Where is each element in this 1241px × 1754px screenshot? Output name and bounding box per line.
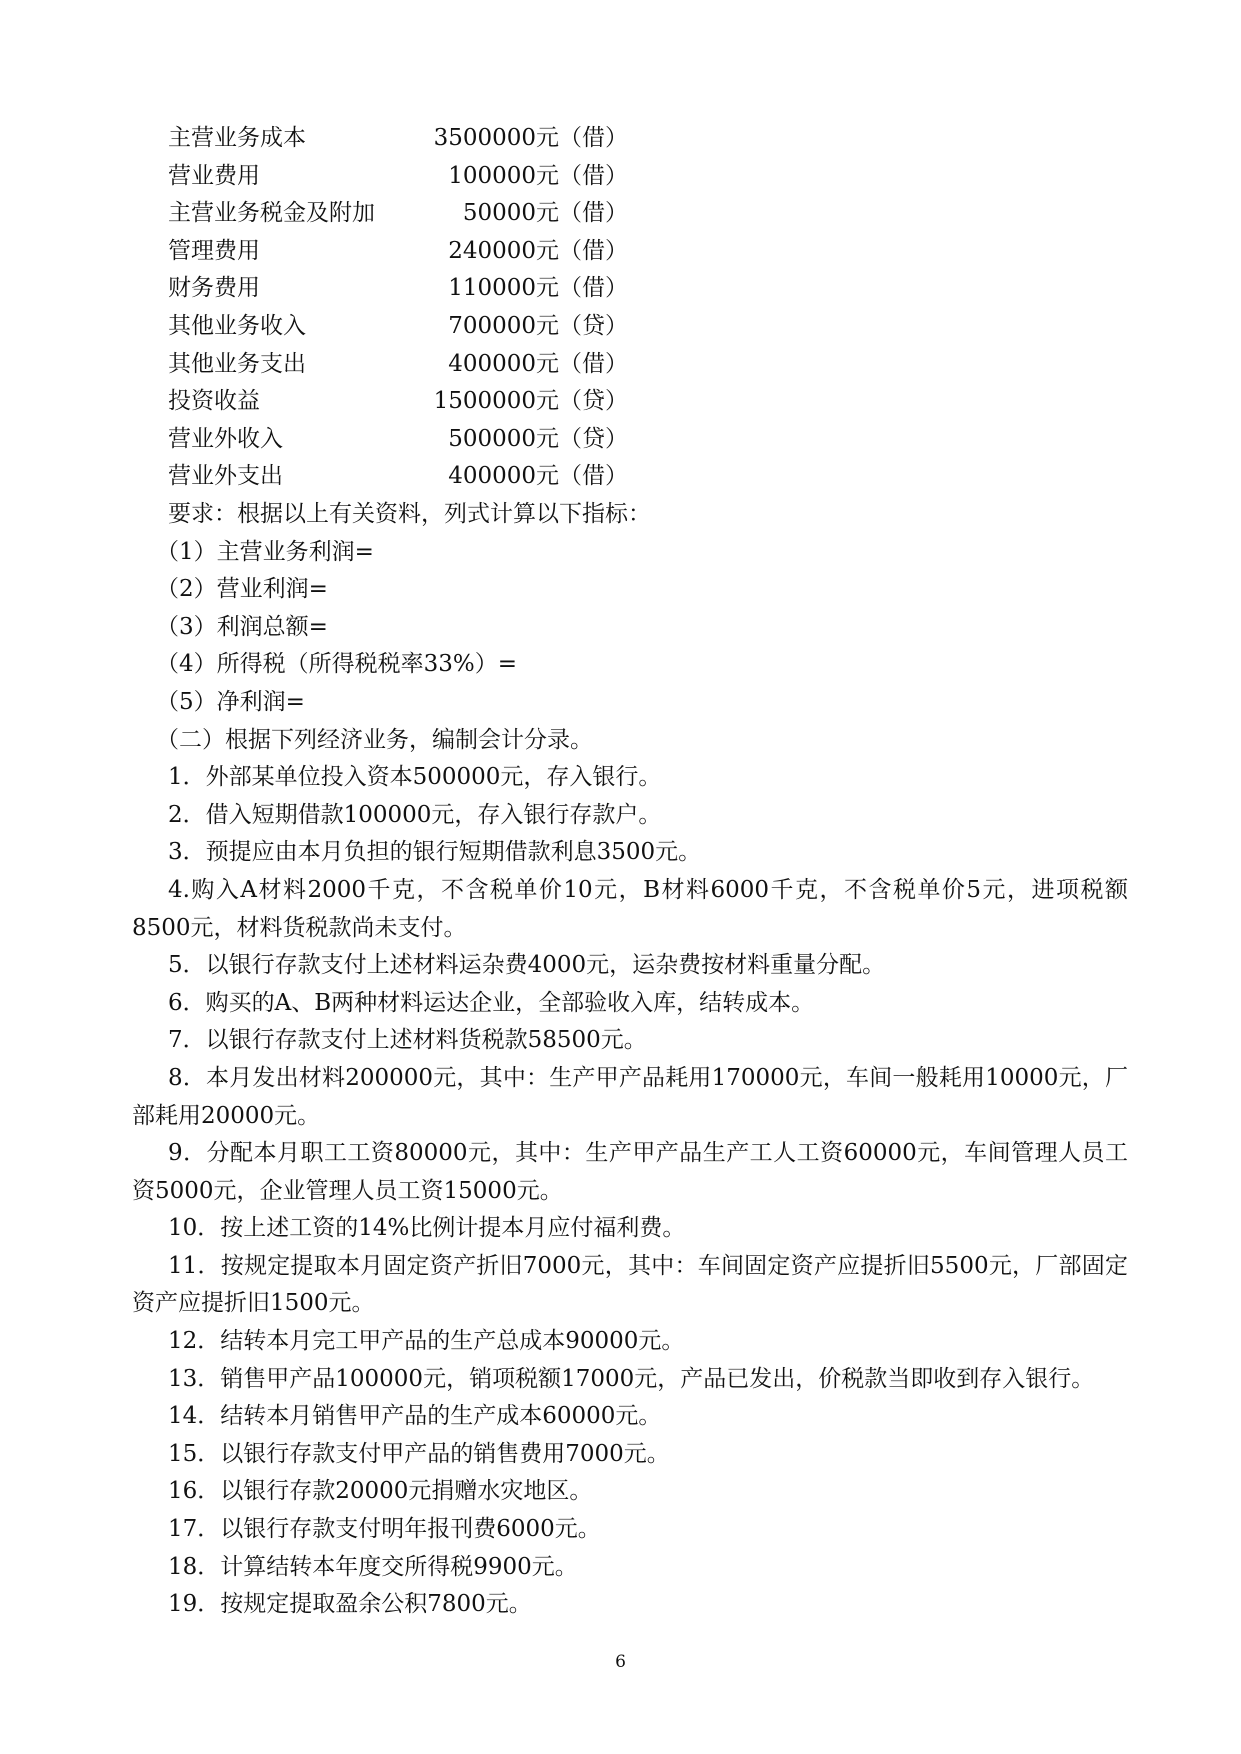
- transaction-item: 12．结转本月完工甲产品的生产总成本90000元。: [168, 1328, 685, 1355]
- account-name: 投资收益: [168, 388, 260, 415]
- question-item: （5）净利润=: [156, 688, 305, 715]
- account-row: [168, 120, 648, 158]
- account-value: 240000元（借）: [448, 237, 628, 264]
- transaction-item: 13．销售甲产品100000元，销项税额17000元，产品已发出，价税款当即收到存入银行。: [168, 1365, 1095, 1392]
- transaction-item: 8．本月发出材料200000元，其中：生产甲产品耗用170000元，车间一般耗用10000元，厂部耗用20000元。: [132, 1064, 1128, 1129]
- transaction-item: 10．按上述工资的14%比例计提本月应付福利费。: [168, 1215, 686, 1242]
- question-item: （2）营业利润=: [156, 576, 328, 603]
- account-row: [168, 270, 648, 308]
- account-value: 400000元（借）: [448, 463, 628, 490]
- transaction-item: 3．预提应由本月负担的银行短期借款利息3500元。: [168, 839, 702, 866]
- account-value: 700000元（贷）: [448, 312, 628, 339]
- account-name: 主营业务税金及附加: [168, 200, 375, 227]
- transaction-item: 4.购入A材料2000千克，不含税单价10元，B材料6000千克，不含税单价5元，进项税额8500元，材料货税款尚未支付。: [132, 876, 1128, 941]
- requirement-text: 要求：根据以上有关资料，列式计算以下指标：: [168, 501, 651, 527]
- account-row: [168, 158, 648, 196]
- transaction-item: 19．按规定提取盈余公积7800元。: [168, 1591, 532, 1618]
- question-item: （1）主营业务利润=: [156, 538, 374, 565]
- question-item: （4）所得税（所得税税率33%）=: [156, 651, 518, 678]
- exercise-body: [132, 496, 1128, 1624]
- account-name: 主营业务成本: [168, 125, 306, 151]
- transaction-item: 6．购买的A、B两种材料运达企业，全部验收入库，结转成本。: [168, 989, 815, 1016]
- account-row: [168, 346, 648, 384]
- transaction-item: 15．以银行存款支付甲产品的销售费用7000元。: [168, 1440, 670, 1467]
- account-value: 100000元（借）: [448, 162, 628, 189]
- account-value: 110000元（借）: [448, 275, 628, 302]
- account-name: 营业费用: [168, 162, 260, 189]
- question-item: （3）利润总额=: [156, 613, 328, 640]
- transaction-item: 16．以银行存款20000元捐赠水灾地区。: [168, 1478, 593, 1505]
- account-value: 400000元（借）: [448, 350, 628, 377]
- account-row: [168, 308, 648, 346]
- account-name: 财务费用: [168, 275, 260, 302]
- account-row: [168, 421, 648, 459]
- transaction-item: 18．计算结转本年度交所得税9900元。: [168, 1553, 578, 1580]
- account-balance-list: [168, 120, 648, 496]
- transaction-item: 17．以银行存款支付明年报刊费6000元。: [168, 1516, 601, 1543]
- account-value: 500000元（贷）: [448, 425, 628, 452]
- account-value: 1500000元（贷）: [433, 388, 628, 415]
- account-name: 其他业务支出: [168, 350, 306, 377]
- section-title: （二）根据下列经济业务，编制会计分录。: [156, 726, 593, 753]
- transaction-item: 7．以银行存款支付上述材料货税款58500元。: [168, 1027, 647, 1054]
- account-name: 营业外支出: [168, 463, 283, 490]
- transaction-item: 1．外部某单位投入资本500000元，存入银行。: [168, 764, 662, 791]
- account-row: [168, 233, 648, 271]
- account-value: 50000元（借）: [462, 200, 628, 227]
- transaction-item: 2．借入短期借款100000元，存入银行存款户。: [168, 801, 662, 828]
- account-name: 营业外收入: [168, 425, 283, 452]
- account-value: 3500000元（借）: [433, 125, 628, 151]
- account-name: 其他业务收入: [168, 312, 306, 339]
- transaction-item: 11．按规定提取本月固定资产折旧7000元，其中：车间固定资产应提折旧5500元，厂部固定资产应提折旧1500元。: [132, 1252, 1128, 1317]
- account-row: [168, 458, 648, 496]
- transaction-item: 9．分配本月职工工资80000元，其中：生产甲产品生产工人工资60000元，车间管理人员工资5000元，企业管理人员工资15000元。: [132, 1140, 1128, 1204]
- account-row: [168, 383, 648, 421]
- account-name: 管理费用: [168, 237, 260, 264]
- page-number: 6: [615, 1652, 626, 1672]
- account-row: [168, 195, 648, 233]
- transaction-item: 5．以银行存款支付上述材料运杂费4000元，运杂费按材料重量分配。: [168, 952, 886, 979]
- transaction-item: 14．结转本月销售甲产品的生产成本60000元。: [168, 1403, 662, 1430]
